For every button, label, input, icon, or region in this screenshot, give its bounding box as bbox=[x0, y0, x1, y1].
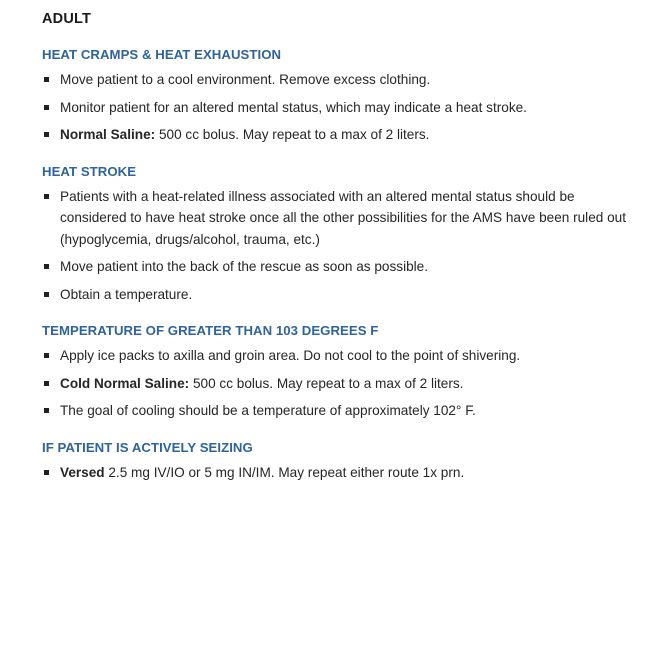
bullet-list bbox=[42, 459, 630, 487]
square-bullet-icon bbox=[44, 470, 49, 475]
square-bullet-icon bbox=[44, 132, 49, 137]
protocol-section bbox=[42, 439, 630, 487]
list-item bbox=[42, 94, 630, 122]
list-item-text: Patients with a heat-related illness associated with an altered mental status should be considered to have heat stroke once all the other possibilities for the AMS have been ruled out (hypoglycemia, drugs/alcohol, trauma, etc.) bbox=[60, 188, 626, 247]
list-item bbox=[42, 281, 630, 309]
section-heading: TEMPERATURE OF GREATER THAN 103 DEGREES F bbox=[42, 323, 379, 338]
list-item-lead: Cold Normal Saline: bbox=[60, 375, 190, 391]
list-item bbox=[42, 370, 630, 398]
list-item bbox=[42, 183, 630, 254]
bullet-list bbox=[42, 66, 630, 149]
protocol-section bbox=[42, 163, 630, 309]
list-item-text: 500 cc bolus. May repeat to a max of 2 liters. bbox=[155, 127, 430, 142]
list-item-lead: Versed bbox=[60, 464, 105, 480]
square-bullet-icon bbox=[44, 292, 49, 297]
list-item-text: Apply ice packs to axilla and groin area. Do not cool to the point of shivering. bbox=[60, 348, 521, 363]
list-item bbox=[42, 66, 630, 94]
square-bullet-icon bbox=[44, 408, 49, 413]
spacer bbox=[42, 29, 630, 46]
bullet-list bbox=[42, 183, 630, 309]
square-bullet-icon bbox=[44, 105, 49, 110]
list-item-lead: Normal Saline: bbox=[60, 127, 156, 142]
spacer bbox=[42, 425, 630, 439]
section-heading: HEAT STROKE bbox=[42, 163, 137, 179]
spacer bbox=[42, 149, 630, 163]
square-bullet-icon bbox=[44, 381, 49, 386]
list-item-text: Obtain a temperature. bbox=[60, 286, 193, 302]
protocol-section bbox=[42, 46, 630, 149]
list-item-text: 500 cc bolus. May repeat to a max of 2 liters. bbox=[189, 375, 464, 391]
list-item bbox=[42, 459, 630, 487]
list-item-text: Move patient into the back of the rescue as soon as possible. bbox=[60, 259, 429, 274]
section-heading: IF PATIENT IS ACTIVELY SEIZING bbox=[42, 439, 253, 455]
list-item bbox=[42, 397, 630, 425]
protocol-section bbox=[42, 322, 630, 425]
page-title: ADULT bbox=[42, 11, 92, 27]
list-item-text: 2.5 mg IV/IO or 5 mg IN/IM. May repeat either route 1x prn. bbox=[104, 464, 465, 480]
list-item bbox=[42, 342, 630, 370]
list-item-text: Move patient to a cool environment. Remove excess clothing. bbox=[60, 72, 431, 87]
sections-container bbox=[42, 46, 630, 486]
square-bullet-icon bbox=[44, 264, 49, 269]
list-item bbox=[42, 253, 630, 281]
bullet-list bbox=[42, 342, 630, 425]
list-item-text: The goal of cooling should be a temperature of approximately 102° F. bbox=[60, 403, 476, 418]
section-heading: HEAT CRAMPS & HEAT EXHAUSTION bbox=[42, 47, 282, 62]
list-item-text: Monitor patient for an altered mental status, which may indicate a heat stroke. bbox=[60, 99, 527, 115]
square-bullet-icon bbox=[44, 353, 49, 358]
spacer bbox=[42, 308, 630, 322]
square-bullet-icon bbox=[44, 194, 49, 199]
list-item bbox=[42, 121, 630, 149]
square-bullet-icon bbox=[44, 77, 49, 82]
